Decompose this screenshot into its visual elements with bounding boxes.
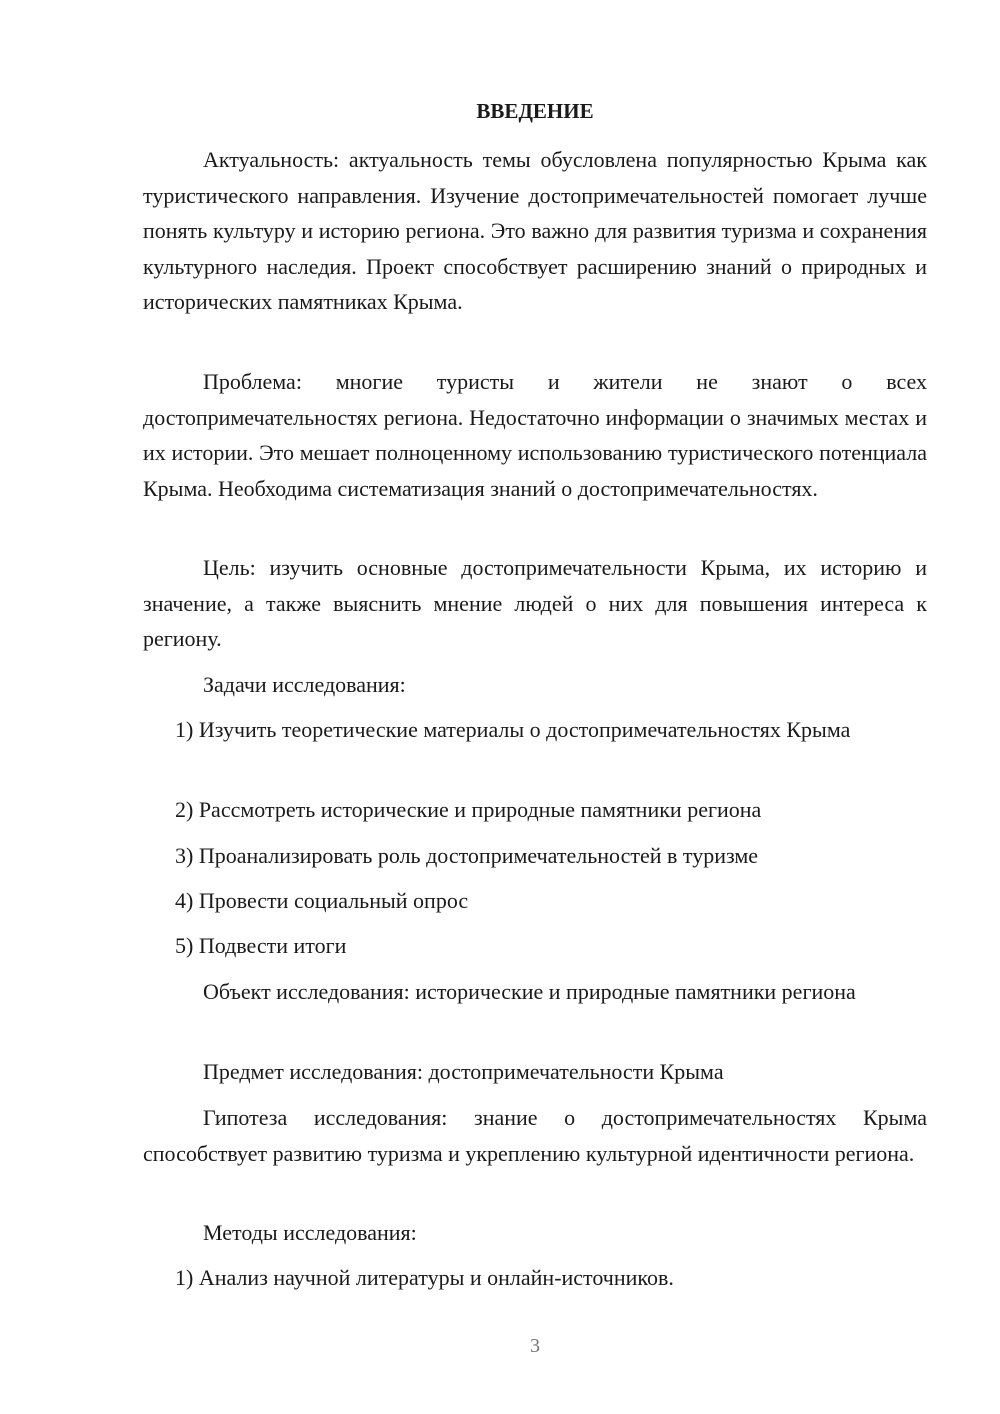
- page-number: 3: [530, 1335, 540, 1357]
- paragraph-goal: Цель: изучить основные достопримечательности Крыма, их историю и значение, а также выяснить мнение людей о них для повышения интереса к региону.: [143, 555, 927, 651]
- paragraph-relevance: Актуальность: актуальность темы обусловлена популярностью Крыма как туристического направления. Изучение достопримечательностей помогает лучше понять культуру и историю региона. Это важно для развития туризма и сохранения культурного наследия. Проект способствует расширению знаний о природных и исторических памятниках Крыма.: [143, 147, 927, 314]
- methods-heading: Методы исследования:: [203, 1220, 417, 1245]
- paragraph-object: Объект исследования: исторические и природные памятники региона: [203, 979, 856, 1004]
- paragraph-subject: Предмет исследования: достопримечательности Крыма: [203, 1059, 724, 1084]
- task-item-3: 3) Проанализировать роль достопримечательностей в туризме: [175, 843, 759, 868]
- paragraph-hypothesis: Гипотеза исследования: знание о достопримечательностях Крыма способствует развитию туризма и укреплению культурной идентичности региона.: [143, 1105, 927, 1166]
- task-item-4: 4) Провести социальный опрос: [175, 888, 469, 913]
- tasks-heading: Задачи исследования:: [203, 672, 406, 697]
- task-item-2: 2) Рассмотреть исторические и природные памятники региона: [175, 797, 762, 822]
- paragraph-problem: Проблема: многие туристы и жители не знают о всех достопримечательностях региона. Недостаточно информации о значимых местах и их истории. Это мешает полноценному использованию туристического потенциала Крыма. Необходима систематизация знаний о достопримечательностях.: [143, 369, 927, 501]
- method-item-1: 1) Анализ научной литературы и онлайн-источников.: [175, 1265, 674, 1290]
- task-item-1: 1) Изучить теоретические материалы о достопримечательностях Крыма: [175, 717, 851, 742]
- page-title: ВВЕДЕНИЕ: [476, 99, 594, 123]
- task-item-5: 5) Подвести итоги: [175, 933, 347, 958]
